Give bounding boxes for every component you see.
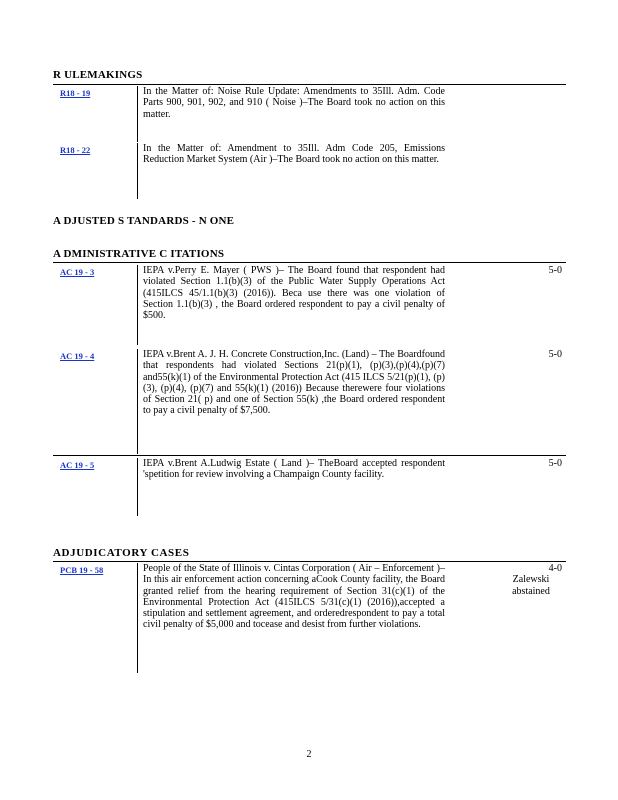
citation-row-1 bbox=[53, 265, 566, 345]
case-link-r18-19[interactable]: R18 - 19 bbox=[60, 88, 91, 98]
case-link-ac-19-4[interactable]: AC 19 - 4 bbox=[60, 351, 95, 361]
column-divider bbox=[137, 143, 138, 199]
adjudicatory-cases-heading: ADJUDICATORY CASES bbox=[53, 547, 190, 559]
vote-note: Zalewski bbox=[512, 574, 550, 586]
vote-block bbox=[492, 563, 562, 597]
adjusted-standards-heading: A DJUSTED S TANDARDS - N ONE bbox=[53, 215, 235, 227]
administrative-citations-heading: A DMINISTRATIVE C ITATIONS bbox=[53, 248, 225, 260]
case-description: IEPA v.Perry E. Mayer ( PWS )– The Board found that respondent had violated Section 1.1(b)(3) of the Public Water Supply Operations Act (415ILCS 45/1.1(b)(3) (2016)). Beca use there was one violation of Section 1.1(b)(3) , the Board ordered respondent to pay a civil penalty of $500. bbox=[143, 265, 445, 322]
adjudicatory-row-1 bbox=[53, 563, 566, 673]
vote-count: 4-0 bbox=[548, 563, 562, 574]
vote-count: 5-0 bbox=[548, 265, 562, 276]
adjudicatory-cases-rule bbox=[53, 561, 566, 562]
column-divider bbox=[137, 265, 138, 345]
page-number: 2 bbox=[306, 749, 312, 760]
administrative-citations-rule bbox=[53, 262, 566, 263]
column-divider bbox=[137, 86, 138, 142]
column-divider bbox=[137, 563, 138, 673]
vote-count: 5-0 bbox=[548, 349, 562, 360]
vote-note: abstained bbox=[512, 585, 550, 597]
case-description: In the Matter of: Noise Rule Update: Amendments to 35Ill. Adm. Code Parts 900, 901, 902, and 910 ( Noise )–The Board took no action on this matter. bbox=[143, 86, 445, 120]
rulemaking-row-2 bbox=[53, 143, 566, 199]
row-top-rule bbox=[53, 455, 566, 456]
case-link-pcb-19-58[interactable]: PCB 19 - 58 bbox=[60, 565, 104, 575]
citation-row-2 bbox=[53, 349, 566, 454]
case-link-ac-19-5[interactable]: AC 19 - 5 bbox=[60, 460, 95, 470]
citation-row-3 bbox=[53, 458, 566, 516]
column-divider bbox=[137, 349, 138, 454]
case-description: People of the State of Illinois v. Cintas Corporation ( Air – Enforcement )– In this air enforcement action concerning aCook County facility, the Board granted relief from the hearing requirement of Section 31(c)(1) of the Environmental Protection Act (415ILCS 5/31(c)(1) (2016)),accepted a stipulation and settlement agreement, and orderedrespondent to pay a total civil penalty of $5,000 and tocease and desist from further violations. bbox=[143, 563, 445, 631]
vote-count: 5-0 bbox=[548, 458, 562, 469]
case-link-r18-22[interactable]: R18 - 22 bbox=[60, 145, 91, 155]
case-description: IEPA v.Brent A. J. H. Concrete Construction,Inc. (Land) – The Boardfound that respondents had violated Sections 21(p)(1), (p)(3),(p)(4),(p)(7) and55(k)(1) of the Environmental Protection Act (415 ILCS 5/21(p)(1), (p)(3), (p)(4), (p)(7) and 55(k)(1) (2016)) Because therewere four violations of Section 21( p) and one of Section 55(k) ,the Board ordered respondent to pay a civil penalty of $7,500. bbox=[143, 349, 445, 417]
column-divider bbox=[137, 458, 138, 516]
case-description: IEPA v.Brent A.Ludwig Estate ( Land )– TheBoard accepted respondent 'spetition for review involving a Champaign County facility. bbox=[143, 458, 445, 481]
case-description: In the Matter of: Amendment to 35Ill. Adm Code 205, Emissions Reduction Market System (Air )–The Board took no action on this matter. bbox=[143, 143, 445, 166]
rulemaking-row-1 bbox=[53, 86, 566, 142]
rulemakings-heading: R ULEMAKINGS bbox=[53, 69, 143, 81]
case-link-ac-19-3[interactable]: AC 19 - 3 bbox=[60, 267, 95, 277]
rulemakings-rule bbox=[53, 84, 566, 85]
